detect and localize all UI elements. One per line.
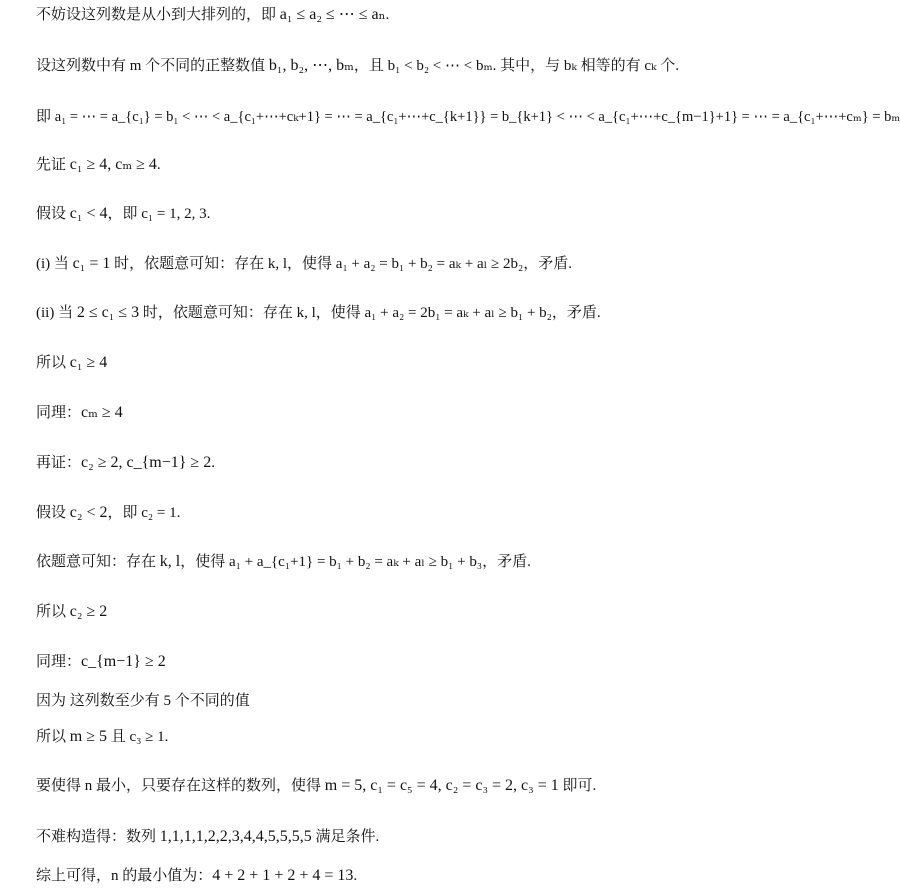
line-11-math: c₂ < 2 — [69, 504, 108, 521]
line-17 — [36, 775, 596, 797]
line-13 — [36, 601, 107, 623]
line-9-math: cₘ ≥ 4 — [81, 404, 123, 421]
line-3-math: a₁ = ⋯ = a_{c₁} = b₁ < ⋯ < a_{c₁+⋯+cₖ+1} = ⋯ = a_{c₁+⋯+c_{k+1}} = b_{k+1} < ⋯ < a_{c₁+⋯+c_{m−1}+1} = ⋯ = a_{c₁+⋯+cₘ} = bₘ — [54, 109, 900, 125]
line-16-math: m ≥ 5 — [69, 728, 107, 745]
line-2-text: 设这列数中有 m 个不同的正整数值 — [36, 58, 269, 74]
line-16 — [36, 726, 168, 748]
line-5 — [36, 203, 210, 225]
line-6-text: (i) 当 — [36, 256, 73, 272]
line-6 — [36, 253, 572, 275]
line-7-math: 2 ≤ c₁ ≤ 3 — [76, 304, 140, 321]
line-18 — [36, 826, 379, 848]
line-8-text: 所以 — [36, 355, 70, 371]
line-12-text: 依题意可知：存在 — [36, 554, 160, 570]
line-1-math: a₁ ≤ a₂ ≤ ⋯ ≤ aₙ — [279, 6, 386, 23]
line-1 — [36, 4, 389, 26]
line-1-text: 不妨设这列数是从小到大排列的，即 — [36, 7, 280, 23]
line-10-text: 再证： — [36, 455, 82, 471]
line-13-math: c₂ ≥ 2 — [69, 603, 108, 620]
line-12 — [36, 551, 531, 573]
line-10-suffix: . — [211, 455, 215, 471]
line-14-text: 同理： — [36, 654, 82, 670]
line-16-suffix: 且 c₃ ≥ 1. — [107, 729, 169, 745]
line-4-math: c₁ ≥ 4, cₘ ≥ 4 — [69, 156, 157, 173]
line-8 — [36, 352, 107, 374]
line-11 — [36, 502, 180, 524]
line-4-suffix: . — [156, 157, 161, 173]
line-8-math: c₁ ≥ 4 — [69, 354, 108, 371]
line-15 — [36, 690, 250, 712]
line-3-text: 即 — [36, 109, 55, 125]
line-18-math: 1,1,1,1,2,2,3,4,4,5,5,5,5 — [159, 828, 312, 845]
line-6-math: c₁ = 1 — [72, 255, 111, 272]
line-7-text: (ii) 当 — [36, 305, 77, 321]
line-17-math: m = 5, c₁ = c₅ = 4, c₂ = c₃ = 2, c₃ = 1 — [324, 777, 559, 794]
line-12-suffix: ，使得 a₁ + a_{c₁+1} = b₁ + b₂ = aₖ + aₗ ≥ b₁ + b₃，矛盾. — [180, 554, 531, 570]
line-17-text: 要使得 n 最小，只要存在这样的数列，使得 — [36, 778, 325, 794]
line-5-suffix: ，即 c₁ = 1, 2, 3. — [107, 206, 211, 222]
line-11-text: 假设 — [36, 505, 70, 521]
line-18-text: 不难构造得：数列 — [36, 829, 160, 845]
line-19-suffix: . — [353, 868, 358, 884]
line-1-suffix: . — [385, 7, 390, 23]
line-2-suffix: ，且 b₁ < b₂ < ⋯ < bₘ. 其中，与 bₖ 相等的有 cₖ 个. — [353, 58, 680, 74]
line-10-math: c₂ ≥ 2, c_{m−1} ≥ 2 — [81, 454, 212, 471]
line-10 — [36, 452, 215, 474]
line-19 — [36, 865, 357, 887]
line-9-text: 同理： — [36, 405, 82, 421]
line-17-suffix: 即可. — [558, 778, 597, 794]
line-11-suffix: ，即 c₂ = 1. — [107, 505, 181, 521]
line-19-text: 综上可得，n 的最小值为： — [36, 868, 213, 884]
line-7 — [36, 302, 601, 324]
line-9 — [36, 402, 123, 424]
line-5-math: c₁ < 4 — [69, 205, 108, 222]
line-2-math: b₁, b₂, ⋯, bₘ — [268, 57, 354, 74]
line-18-suffix: 满足条件. — [311, 829, 380, 845]
line-15-text: 因为 这列数至少有 5 个不同的值 — [36, 693, 250, 709]
line-14-math: c_{m−1} ≥ 2 — [81, 653, 166, 670]
line-5-text: 假设 — [36, 206, 70, 222]
line-12-math: k, l — [159, 553, 181, 570]
line-13-text: 所以 — [36, 604, 70, 620]
line-14 — [36, 651, 166, 673]
line-2 — [36, 55, 679, 77]
line-4-text: 先证 — [36, 157, 70, 173]
line-6-suffix: 时，依题意可知：存在 k, l，使得 a₁ + a₂ = b₁ + b₂ = aₖ + aₗ ≥ 2b₂，矛盾. — [110, 256, 572, 272]
line-4 — [36, 154, 161, 176]
line-3 — [36, 106, 900, 128]
line-16-text: 所以 — [36, 729, 70, 745]
line-19-math: 4 + 2 + 1 + 2 + 4 = 13 — [212, 867, 354, 884]
line-7-suffix: 时，依题意可知：存在 k, l，使得 a₁ + a₂ = 2b₁ = aₖ + aₗ ≥ b₁ + b₂，矛盾. — [139, 305, 601, 321]
